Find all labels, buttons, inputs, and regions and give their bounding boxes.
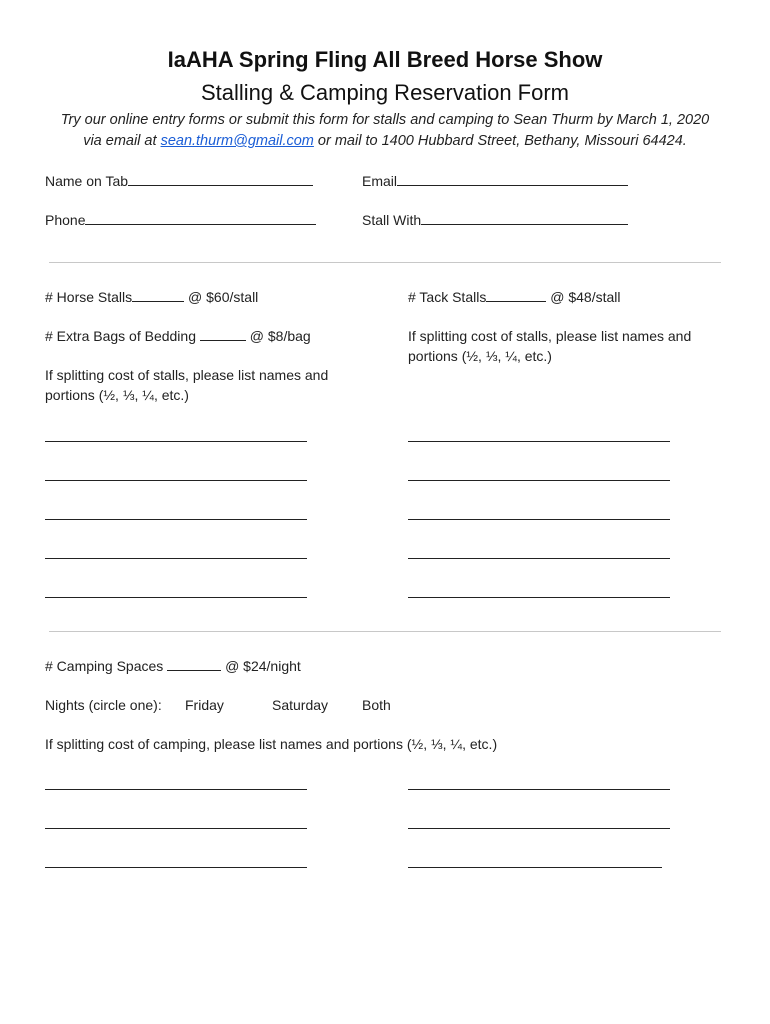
camping-line-right-3[interactable] [408,867,662,868]
horse-stalls-price: @ $60/stall [184,289,259,305]
form-subtitle: Stalling & Camping Reservation Form [200,80,570,105]
camping-line-right-2[interactable] [408,828,670,829]
intro-line-1: Try our online entry forms or submit this form for stalls and camping to Sean Thurm by March 1, 2020 [60,112,710,128]
split-line-right-4[interactable] [408,558,670,559]
bedding-label: # Extra Bags of Bedding [45,328,200,344]
split-stalls-left-1: If splitting cost of stalls, please list names and [45,367,329,383]
divider [49,631,721,632]
split-line-right-3[interactable] [408,519,670,520]
bedding-line [200,328,246,341]
horse-stalls-line [132,289,184,302]
email-label: Email [362,173,398,189]
intro-prefix: via email at [83,133,161,149]
split-stalls-right-1: If splitting cost of stalls, please list names and [408,328,692,344]
split-line-right-2[interactable] [408,480,670,481]
intro-line-2 [0,133,770,149]
camping-line-left-3[interactable] [45,867,307,868]
camping-line-left-2[interactable] [45,828,307,829]
form-title: IaAHA Spring Fling All Breed Horse Show [167,47,603,72]
camping-spaces-price: @ $24/night [221,658,301,674]
name-on-tab-label: Name on Tab [45,173,129,189]
tack-stalls-line [486,289,546,302]
tack-stalls-price: @ $48/stall [546,289,621,305]
split-stalls-left-2: portions (½, ⅓, ¼, etc.) [45,387,189,403]
split-line-right-5[interactable] [408,597,670,598]
night-option-saturday[interactable]: Saturday [272,697,329,713]
bedding-field[interactable] [45,328,311,344]
split-camping-label: If splitting cost of camping, please list names and portions (½, ⅓, ¼, etc.) [45,736,498,752]
stall-with-field[interactable] [362,212,628,228]
camping-line-right-1[interactable] [408,789,670,790]
stall-with-label: Stall With [362,212,422,228]
split-line-left-2[interactable] [45,480,307,481]
phone-label: Phone [45,212,86,228]
horse-stalls-field[interactable] [45,289,258,305]
nights-label: Nights (circle one): [45,697,162,713]
night-option-both[interactable]: Both [362,697,391,713]
name-on-tab-line [128,173,313,186]
camping-spaces-field[interactable] [45,658,301,674]
split-line-right-1[interactable] [408,441,670,442]
email-field[interactable] [362,173,628,189]
divider [49,262,721,263]
phone-line [85,212,316,225]
split-line-left-5[interactable] [45,597,307,598]
horse-stalls-label: # Horse Stalls [45,289,133,305]
tack-stalls-label: # Tack Stalls [408,289,487,305]
phone-field[interactable] [45,212,316,228]
camping-spaces-label: # Camping Spaces [45,658,168,674]
split-line-left-1[interactable] [45,441,307,442]
tack-stalls-field[interactable] [408,289,620,305]
bedding-price: @ $8/bag [245,328,311,344]
camping-line-left-1[interactable] [45,789,307,790]
night-option-friday[interactable]: Friday [185,697,224,713]
name-on-tab-field[interactable] [45,173,313,189]
stall-with-line [421,212,628,225]
camping-spaces-line [167,658,221,671]
email-link[interactable]: sean.thurm@gmail.com [160,133,314,149]
split-stalls-right-2: portions (½, ⅓, ¼, etc.) [408,348,552,364]
email-line [397,173,628,186]
split-line-left-3[interactable] [45,519,307,520]
intro-suffix: or mail to 1400 Hubbard Street, Bethany, Missouri 64424. [313,133,687,149]
split-line-left-4[interactable] [45,558,307,559]
